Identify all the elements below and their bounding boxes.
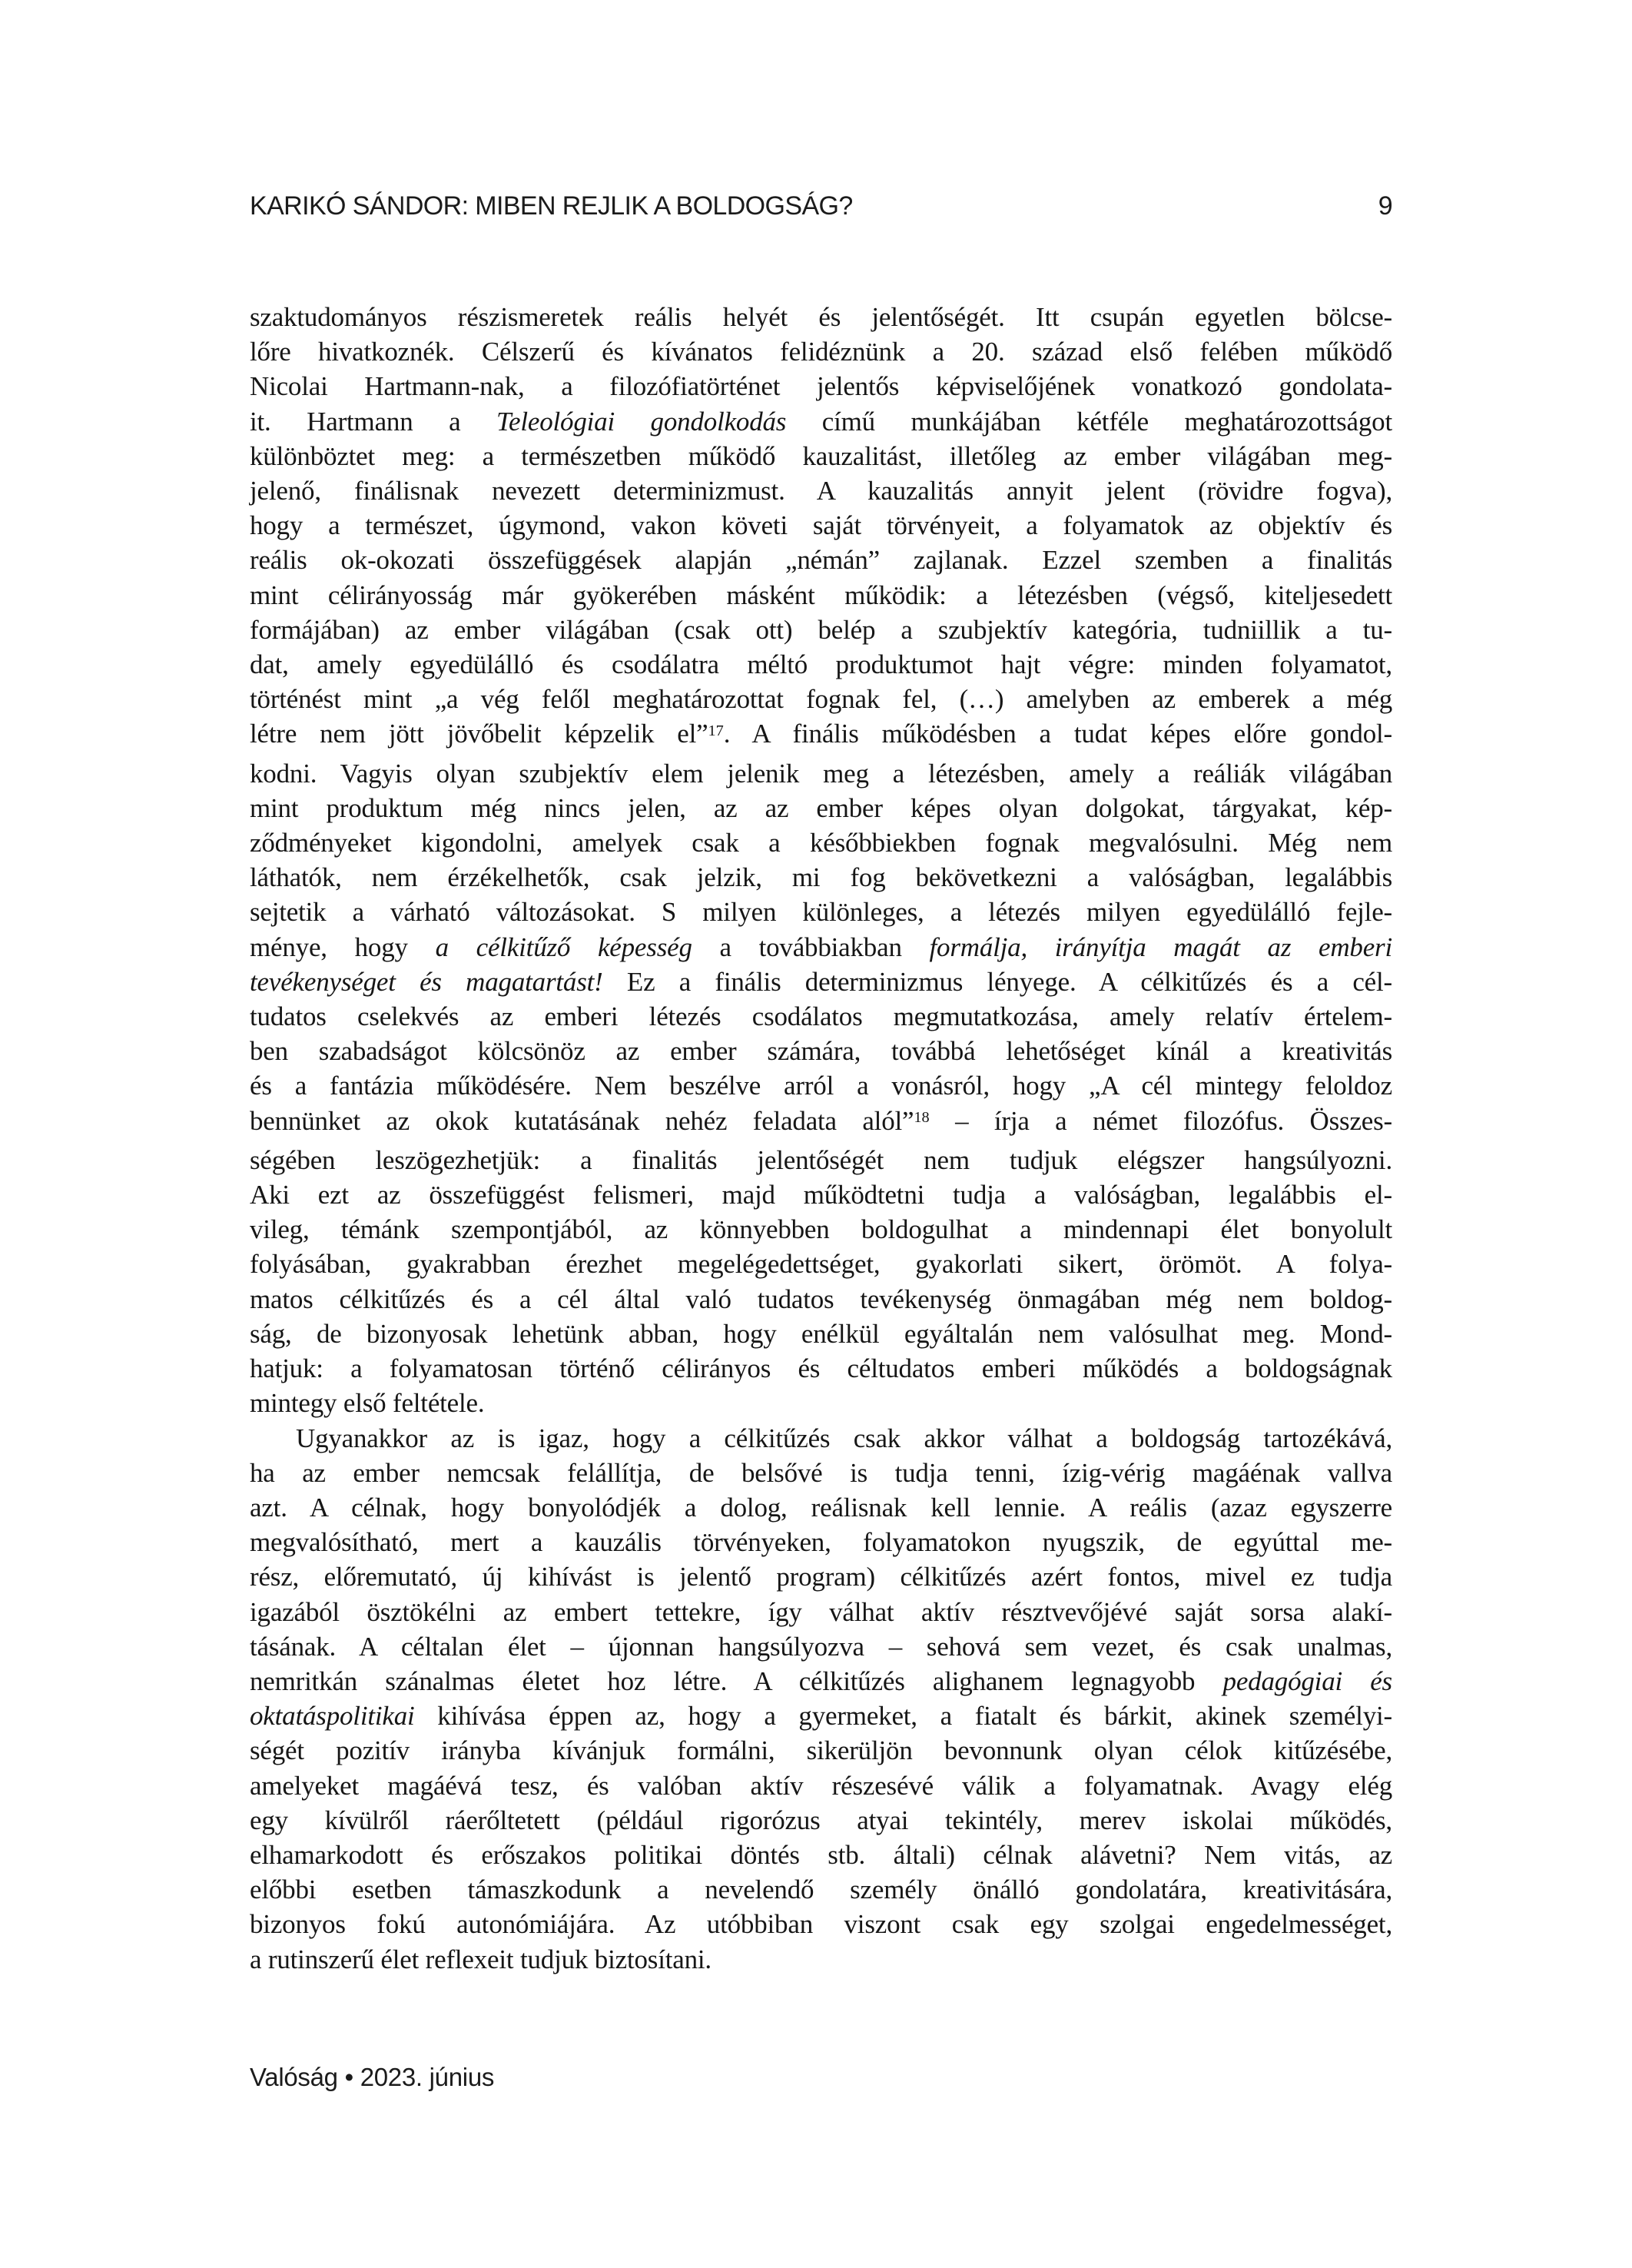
text-segment: egy kívülről ráerőltetett (például rigorózus atyai tekintély, merev iskolai működés, — [250, 1805, 1392, 1835]
text-segment: sejtetik a várható változásokat. S milyen különleges, a létezés milyen egyedülálló fejle- — [250, 897, 1392, 928]
text-segment: Nicolai Hartmann-nak, a filozófiatörténet jelentős képviselőjének vonatkozó gondolata- — [250, 371, 1392, 402]
text-line — [250, 1559, 1392, 1594]
text-line — [250, 1247, 1392, 1281]
text-segment: című munkájában kétféle meghatározottságot — [786, 406, 1392, 437]
text-segment: szaktudományos részismeretek reális helyét és jelentőségét. Itt csupán egyetlen bölcse- — [250, 302, 1392, 332]
text-line — [250, 543, 1392, 577]
text-line — [250, 1317, 1392, 1351]
text-segment: tásának. A céltalan élet – újonnan hangsúlyozva – sehová sem vezet, és csak unalmas, — [250, 1631, 1392, 1662]
text-segment: Aki ezt az összefüggést felismeri, majd működtetni tudja a valóságban, legalábbis el- — [250, 1180, 1392, 1210]
text-segment: reális ok-okozati összefüggések alapján „némán” zajlanak. Ezzel szemben a finalitás — [250, 545, 1392, 576]
text-segment: vileg, témánk szempontjából, az könnyebben boldogulhat a mindennapi élet bonyolult — [250, 1214, 1392, 1245]
text-line — [250, 930, 1392, 965]
text-line — [250, 1143, 1392, 1177]
text-segment: mintegy első feltétele. — [250, 1388, 485, 1419]
text-segment: ben szabadságot kölcsönöz az ember számára, továbbá lehetőséget kínál a kreativitás — [250, 1036, 1392, 1067]
text-line — [250, 647, 1392, 682]
text-segment: különböztet meg: a természetben működő kauzalitást, illetőleg az ember világában meg- — [250, 440, 1392, 471]
text-segment: igazából ösztökélni az embert tettekre, így válhat aktív résztvevőjévé saját sorsa alakí- — [250, 1596, 1392, 1627]
page-footer — [250, 2063, 494, 2092]
text-line — [250, 300, 1392, 334]
text-segment: ság, de bizonyosak lehetünk abban, hogy enélkül egyáltalán nem valósulhat meg. Mond- — [250, 1318, 1392, 1349]
text-line — [250, 613, 1392, 647]
text-line — [250, 1490, 1392, 1525]
text-segment: a továbbiakban — [692, 931, 930, 962]
text-segment: ségében leszögezhetjük: a finalitás jelentőségét nem tudjuk elégszer hangsúlyozni. — [250, 1144, 1392, 1175]
text-line — [250, 369, 1392, 403]
text-segment: ződményeket kigondolni, amelyek csak a későbbiekben fognak megvalósulni. Még nem — [250, 828, 1392, 858]
text-line — [250, 1629, 1392, 1664]
text-segment: it. Hartmann a — [250, 406, 496, 437]
text-segment: azt. A célnak, hogy bonyolódjék a dolog, reálisnak kell lennie. A reális (azaz egyszerre — [250, 1492, 1392, 1523]
text-line — [250, 334, 1392, 369]
running-header-title: KARIKÓ SÁNDOR: MIBEN REJLIK A BOLDOGSÁG? — [250, 191, 853, 221]
text-segment: megvalósítható, mert a kauzális törvényeken, folyamatokon nyugszik, de egyúttal me- — [250, 1527, 1392, 1558]
text-segment: Ugyanakkor az is igaz, hogy a célkitűzés csak akkor válhat a boldogság tartozékává, — [296, 1423, 1392, 1453]
text-segment: folyásában, gyakrabban érezhet megelégedettséget, gyakorlati sikert, örömöt. A folya- — [250, 1249, 1392, 1280]
page-header — [250, 191, 1392, 221]
text-segment: történést mint „a vég felől meghatározottat fognak fel, (…) amelyben az emberek a még — [250, 684, 1392, 715]
text-segment: formájában) az ember világában (csak ott) belép a szubjektív kategória, tudniillik a tu- — [250, 614, 1392, 645]
text-line — [250, 716, 1392, 755]
text-segment: ségét pozitív irányba kívánjuk formálni, sikerüljön bevonnunk olyan célok kitűzésébe, — [250, 1735, 1392, 1766]
text-line — [250, 999, 1392, 1034]
text-segment: kodni. Vagyis olyan szubjektív elem jelenik meg a létezésben, amely a reáliák világában — [250, 758, 1392, 789]
text-segment: lőre hivatkoznék. Célszerű és kívánatos felidéznünk a 20. század első felében működő — [250, 337, 1392, 367]
text-segment: rész, előremutató, új kihívást is jelentő program) célkitűzés azért fontos, mivel ez tudja — [250, 1562, 1392, 1592]
italic-text: tevékenységet és magatartást! — [250, 966, 603, 997]
text-line — [250, 1803, 1392, 1838]
text-line — [250, 682, 1392, 716]
text-line — [250, 404, 1392, 439]
text-line — [250, 1351, 1392, 1386]
page-body-text — [250, 300, 1392, 1977]
text-line — [250, 791, 1392, 825]
text-line — [250, 965, 1392, 999]
text-line — [250, 1068, 1392, 1103]
text-segment: tudatos cselekvés az emberi létezés csodálatos megmutatkozása, amely relatív értelem- — [250, 1001, 1392, 1032]
text-line — [250, 1282, 1392, 1317]
text-line — [250, 508, 1392, 543]
text-line — [250, 756, 1392, 791]
text-segment: a rutinszerű élet reflexeit tudjuk biztosítani. — [250, 1944, 712, 1974]
italic-text: a célkitűző képesség — [435, 931, 692, 962]
page-number: 9 — [1378, 191, 1392, 221]
text-line — [250, 825, 1392, 860]
text-line — [250, 895, 1392, 929]
text-line — [250, 1733, 1392, 1768]
footnote-reference: 17 — [708, 722, 724, 739]
text-segment: kihívása éppen az, hogy a gyermeket, a fiatalt és bárkit, akinek személyi- — [414, 1701, 1392, 1732]
text-segment: mint célirányosság már gyökerében másként működik: a létezésben (végső, kiteljesedett — [250, 579, 1392, 610]
text-segment: ménye, hogy — [250, 931, 436, 962]
text-line — [250, 860, 1392, 895]
text-line — [250, 473, 1392, 508]
text-line — [250, 439, 1392, 473]
italic-text: pedagógiai és — [1222, 1665, 1392, 1696]
text-segment: jelenő, finálisnak nevezett determinizmust. A kauzalitás annyit jelent (rövidre fogva), — [250, 476, 1392, 506]
text-segment: amelyeket magáévá tesz, és valóban aktív részesévé válik a folyamatnak. Avagy elég — [250, 1770, 1392, 1801]
text-segment: . A finális működésben a tudat képes előre gondol- — [723, 719, 1392, 749]
text-line — [250, 1177, 1392, 1212]
text-segment: hatjuk: a folyamatosan történő célirányos és céltudatos emberi működés a boldogságnak — [250, 1353, 1392, 1384]
text-line — [250, 1421, 1392, 1456]
text-line — [250, 1104, 1392, 1143]
text-segment: dat, amely egyedülálló és csodálatra méltó produktumot hajt végre: minden folyamatot, — [250, 649, 1392, 680]
text-segment: ha az ember nemcsak felállítja, de belsővé is tudja tenni, ízig-vérig magáénak vallva — [250, 1457, 1392, 1488]
text-segment: és a fantázia működésére. Nem beszélve arról a vonásról, hogy „A cél mintegy feloldoz — [250, 1071, 1392, 1101]
text-line — [250, 1942, 1392, 1977]
text-segment: matos célkitűzés és a cél által való tudatos tevékenység önmagában még nem boldog- — [250, 1283, 1392, 1314]
text-line — [250, 1907, 1392, 1941]
text-line — [250, 1664, 1392, 1699]
text-segment: – írja a német filozófus. Összes- — [929, 1105, 1393, 1136]
text-segment: hogy a természet, úgymond, vakon követi saját törvényeit, a folyamatok az objektív és — [250, 510, 1392, 541]
text-segment: mint produktum még nincs jelen, az az ember képes olyan dolgokat, tárgyakat, kép- — [250, 792, 1392, 823]
text-segment: előbbi esetben támaszkodunk a nevelendő személy önálló gondolatára, kreativitására, — [250, 1875, 1392, 1905]
text-line — [250, 1768, 1392, 1803]
text-line — [250, 1456, 1392, 1490]
italic-text: oktatáspolitikai — [250, 1701, 415, 1732]
text-line — [250, 1212, 1392, 1247]
italic-text: formálja, irányítja magát az emberi — [929, 931, 1392, 962]
text-line — [250, 578, 1392, 613]
text-segment: bennünket az okok kutatásának nehéz feladata alól” — [250, 1105, 914, 1136]
text-line — [250, 1699, 1392, 1733]
text-line — [250, 1872, 1392, 1907]
footer-journal-date: Valóság • 2023. június — [250, 2063, 495, 2091]
text-segment: láthatók, nem érzékelhetők, csak jelzik, mi fog bekövetkezni a valóságban, legalábbis — [250, 862, 1392, 893]
text-line — [250, 1838, 1392, 1872]
text-segment: Ez a finális determinizmus lényege. A célkitűzés és a cél- — [602, 966, 1392, 997]
text-segment: elhamarkodott és erőszakos politikai döntés stb. általi) célnak alávetni? Nem vitás, az — [250, 1839, 1392, 1870]
text-line — [250, 1386, 1392, 1420]
text-segment: bizonyos fokú autonómiájára. Az utóbbiban viszont csak egy szolgai engedelmességet, — [250, 1909, 1392, 1940]
text-line — [250, 1595, 1392, 1629]
footnote-reference: 18 — [914, 1108, 930, 1126]
text-line — [250, 1034, 1392, 1068]
text-segment: nemritkán szánalmas életet hoz létre. A célkitűzés alighanem legnagyobb — [250, 1665, 1223, 1696]
italic-text: Teleológiai gondolkodás — [496, 406, 787, 437]
text-segment: létre nem jött jövőbelit képzelik el” — [250, 719, 708, 749]
text-line — [250, 1525, 1392, 1559]
